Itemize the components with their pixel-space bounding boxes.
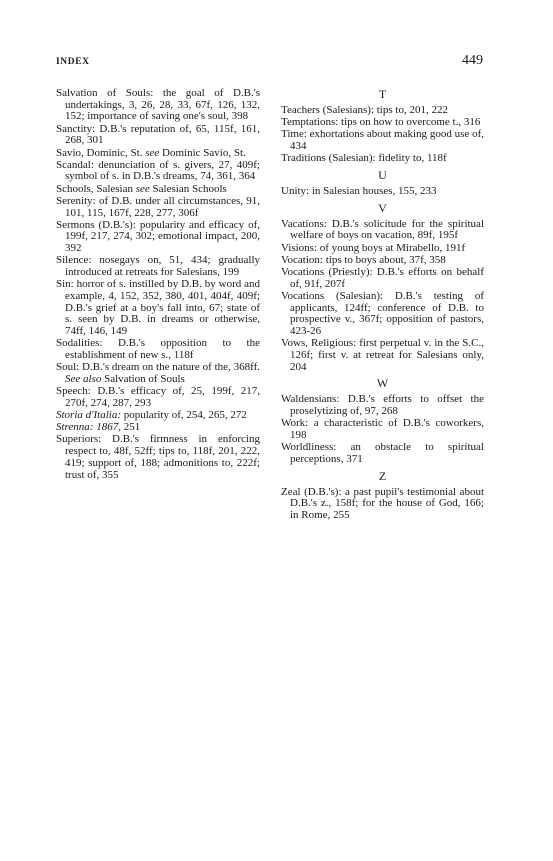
index-entry: Schools, Salesian see Salesian Schools [56,182,227,195]
letter-heading: V [378,200,387,215]
index-entry: Savio, Dominic, St. see Dominic Savio, St. [56,146,246,159]
index-entry: Vocation: tips to boys about, 37f, 358 [281,253,446,266]
running-head: INDEX [56,57,90,67]
index-entry: Worldliness: an obstacle to spiritual perceptions, 371 [281,441,484,465]
index-entry: Sin: horror of s. instilled by D.B. by word and example, 4, 152, 352, 380, 401, 404f, 409f; D.B.'s grief at a boy's fall into, 67; state of s. seen by D.B. in dreams or otherwise, 74ff, 146, 149 [56,278,260,338]
index-entry: Sanctity: D.B.'s reputation of, 65, 115f, 161, 268, 301 [56,122,260,147]
index-entry: Strenna: 1867, 251 [56,421,141,434]
letter-heading: U [378,168,387,183]
index-entry: Storia d'Italia: popularity of, 254, 265, 272 [56,408,247,421]
index-column-right [281,88,484,522]
index-entry: Vows, Religious: first perpetual v. in the S.C., 126f; first v. at retreat for Salesians only, 204 [281,337,484,373]
page-header [0,0,553,80]
index-entry: Time: exhortations about making good use of, 434 [281,128,484,153]
index-entry: Scandal: denunciation of s. givers, 27, 409f; symbol of s. in D.B.'s dreams, 74, 361, 364 [56,158,260,183]
index-entry: Visions: of young boys at Mirabello, 191f [281,241,466,254]
index-entry: Vocations (Priestly): D.B.'s efforts on behalf of, 91f, 207f [281,266,484,290]
index-entry: Sermons (D.B.'s): popularity and efficacy of, 199f, 217, 274, 302; emotional impact, 200, 392 [56,218,260,255]
index-entry: Soul: D.B.'s dream on the nature of the, 368ff. See also Salvation of Souls [56,361,260,385]
index-entry: Speech: D.B.'s efficacy of, 25, 199f, 217, 270f, 274, 287, 293 [56,385,260,409]
page-number: 449 [462,53,483,68]
index-entry: Work: a characteristic of D.B.'s coworkers, 198 [281,417,484,441]
index-entry: Unity: in Salesian houses, 155, 233 [281,185,437,198]
index-entry: Vacations: D.B.'s solicitude for the spiritual welfare of boys on vacation, 89f, 195f [281,217,484,242]
letter-heading: W [376,376,389,391]
letter-heading: T [378,87,387,101]
index-entry: Vocations (Salesian): D.B.'s testing of applicants, 124ff; conference of D.B. to prospective v., 367f; opposition of pastors, 423-26 [281,289,484,338]
index-entry: Zeal (D.B.'s): a past pupil's testimonial about D.B.'s z., 158f; for the house of God, 166; in Rome, 255 [281,485,484,521]
index-entry: Sodalities: D.B.'s opposition to the establishment of new s., 118f [56,337,260,361]
index-column-left [56,88,260,482]
index-entry: Traditions (Salesian): fidelity to, 118f [281,152,447,165]
index-entry: Teachers (Salesians): tips to, 201, 222 [281,104,448,116]
index-entry: Salvation of Souls: the goal of D.B.'s undertakings, 3, 26, 28, 33, 67f, 126, 132, 152; importance of saving one's soul, 398 [56,87,260,123]
index-entry: Temptations: tips on how to overcome t., 316 [281,116,481,129]
index-entry: Superiors: D.B.'s firmness in enforcing respect to, 48f, 52ff; tips to, 118f, 201, 222, 419; support of, 188; admonitions to, 222f; trust of, 355 [56,433,260,481]
index-entry: Serenity: of D.B. under all circumstances, 91, 101, 115, 167f, 228, 277, 306f [56,194,260,219]
index-entry: Silence: nosegays on, 51, 434; gradually introduced at retreats for Salesians, 199 [56,254,260,279]
index-entry: Waldensians: D.B.'s efforts to offset the proselytizing of, 97, 268 [281,393,484,418]
letter-heading: Z [378,468,387,483]
